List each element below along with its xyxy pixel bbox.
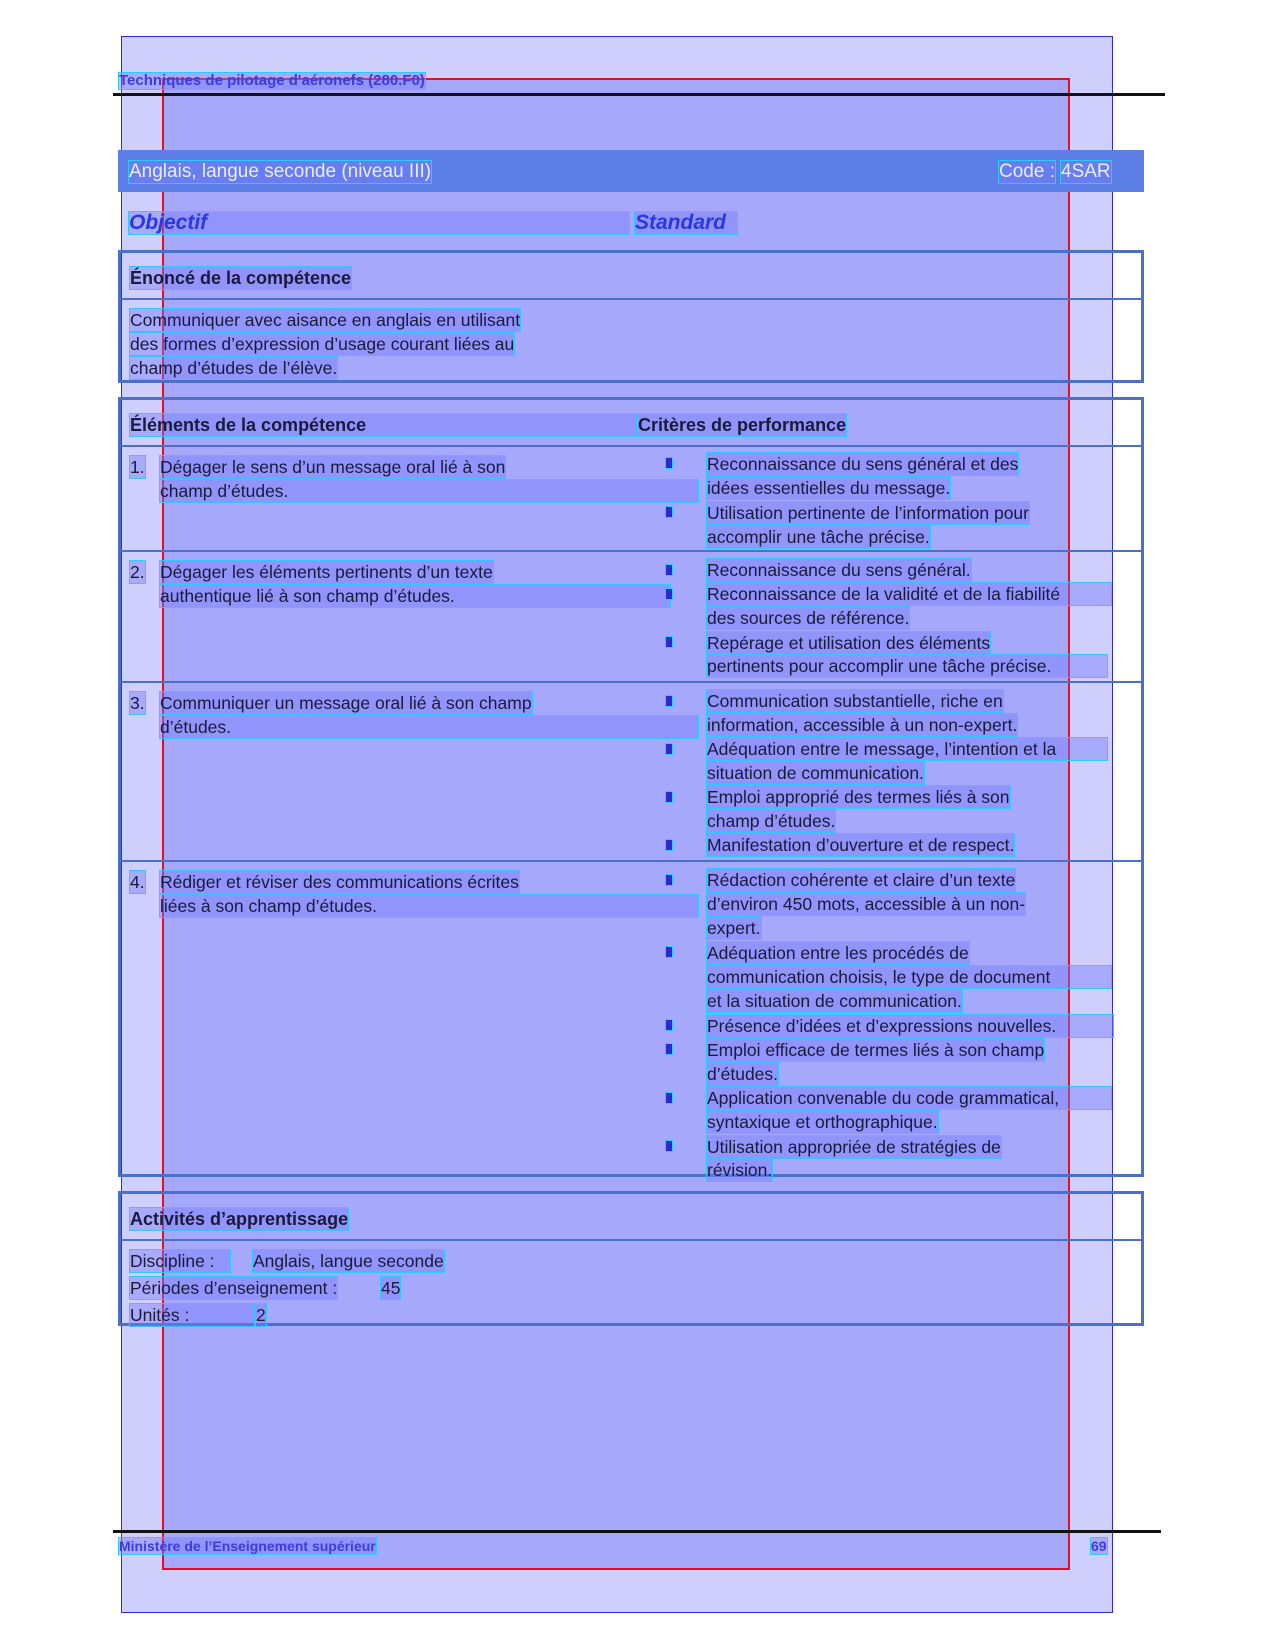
criterion-text: communication choisis, le type de document (706, 965, 1112, 989)
element-text: champ d’études. (159, 479, 699, 503)
criterion-text: d’études. (707, 1064, 779, 1084)
periods-value: 45 (381, 1278, 401, 1298)
competency-heading: Énoncé de la compétence (130, 268, 352, 288)
competency-line: des formes d’expression d’usage courant liées au (130, 334, 515, 354)
bullet-icon (665, 839, 673, 851)
element-text: Rédiger et réviser des communications écrites (160, 872, 519, 892)
element-text: authentique lié à son champ d’études. (159, 584, 671, 608)
program-header: Techniques de pilotage d'aéronefs (280.F0) (119, 72, 425, 89)
bullet-icon (665, 695, 673, 707)
criterion-text: Reconnaissance du sens général. (707, 560, 971, 580)
criterion-text: Reconnaissance du sens général et des (707, 454, 1019, 474)
ministry-footer: Ministère de l’Enseignement supérieur (119, 1538, 376, 1554)
units-label: Unités : (129, 1303, 255, 1327)
row-divider (121, 681, 1141, 683)
learning-activities-section (118, 1191, 1144, 1326)
discipline-label: Discipline : (129, 1249, 231, 1273)
bullet-icon (665, 506, 673, 518)
element-text: d’études. (159, 715, 699, 739)
criterion-text: situation de communication. (707, 763, 924, 783)
activities-heading: Activités d’apprentissage (130, 1209, 349, 1229)
criterion-text: champ d’études. (707, 811, 836, 831)
criterion-text: Emploi efficace de termes liés à son champ (707, 1040, 1045, 1060)
criterion-text: Application convenable du code grammatical, (706, 1086, 1112, 1110)
criterion-text: expert. (707, 918, 761, 938)
bullet-icon (665, 1043, 673, 1055)
criterion-text: information, accessible à un non-expert. (707, 715, 1018, 735)
bullet-icon (665, 457, 673, 469)
element-text: liées à son champ d’études. (159, 894, 699, 918)
bullet-icon (665, 1092, 673, 1104)
code-label: Code : (999, 161, 1055, 182)
elements-column-header: Éléments de la compétence (129, 413, 637, 437)
criterion-text: Manifestation d’ouverture et de respect. (707, 835, 1015, 855)
criterion-text: syntaxique et orthographique. (707, 1112, 938, 1132)
criterion-text: Communication substantielle, riche en (707, 691, 1003, 711)
table-header-divider (121, 445, 1141, 447)
criterion-text: idées essentielles du message. (707, 478, 951, 498)
element-number: 4. (130, 872, 145, 892)
bullet-icon (665, 946, 673, 958)
bullet-icon (665, 636, 673, 648)
criterion-text: et la situation de communication. (707, 991, 962, 1011)
criterion-text: accomplir une tâche précise. (707, 527, 930, 547)
element-number: 3. (130, 693, 145, 713)
criterion-text: Adéquation entre le message, l’intention et la (706, 737, 1108, 761)
bullet-icon (665, 1019, 673, 1031)
bullet-icon (665, 743, 673, 755)
criterion-text: Rédaction cohérente et claire d’un texte (707, 870, 1016, 890)
objective-label: Objectif (128, 211, 630, 235)
criterion-text: Utilisation pertinente de l’information pour (707, 503, 1029, 523)
criterion-text: pertinents pour accomplir une tâche précise. (706, 654, 1108, 678)
criterion-text: Emploi approprié des termes liés à son (707, 787, 1010, 807)
criterion-text: Reconnaissance de la validité et de la fiabilité (706, 582, 1112, 606)
criterion-text: des sources de référence. (707, 608, 910, 628)
bullet-icon (665, 1140, 673, 1152)
page-number: 69 (1091, 1538, 1107, 1554)
element-text: Dégager les éléments pertinents d’un texte (160, 562, 493, 582)
element-number: 1. (130, 457, 145, 477)
header-rule (113, 93, 1165, 96)
bullet-icon (665, 791, 673, 803)
standard-label: Standard (634, 211, 738, 235)
units-value: 2 (256, 1305, 266, 1325)
criterion-text: Présence d’idées et d’expressions nouvelles. (706, 1014, 1114, 1038)
course-title-bar (118, 150, 1144, 192)
criteria-column-header: Critères de performance (638, 415, 847, 435)
bullet-icon (665, 564, 673, 576)
row-divider (121, 550, 1141, 552)
competency-line: champ d’études de l’élève. (130, 358, 338, 378)
competency-section (118, 250, 1144, 383)
criterion-text: Adéquation entre les procédés de (707, 943, 969, 963)
activities-divider (121, 1239, 1141, 1241)
element-text: Dégager le sens d’un message oral lié à son (160, 457, 506, 477)
criterion-text: Repérage et utilisation des éléments (707, 633, 991, 653)
row-divider (121, 860, 1141, 862)
elements-criteria-table (118, 397, 1144, 1180)
element-text: Communiquer un message oral lié à son champ (160, 693, 532, 713)
element-number: 2. (130, 562, 145, 582)
criterion-text: révision. (707, 1160, 773, 1180)
competency-line: Communiquer avec aisance en anglais en utilisant (130, 310, 521, 330)
course-code: 4SAR (1061, 161, 1111, 182)
criterion-text: d’environ 450 mots, accessible à un non- (707, 894, 1026, 914)
course-title: Anglais, langue seconde (niveau III) (129, 161, 432, 182)
periods-label: Périodes d’enseignement : (130, 1278, 338, 1298)
bullet-icon (665, 588, 673, 600)
competency-divider (121, 298, 1141, 300)
criterion-text: Utilisation appropriée de stratégies de (707, 1137, 1001, 1157)
footer-rule (113, 1530, 1161, 1533)
bullet-icon (665, 874, 673, 886)
discipline-value: Anglais, langue seconde (253, 1251, 444, 1271)
